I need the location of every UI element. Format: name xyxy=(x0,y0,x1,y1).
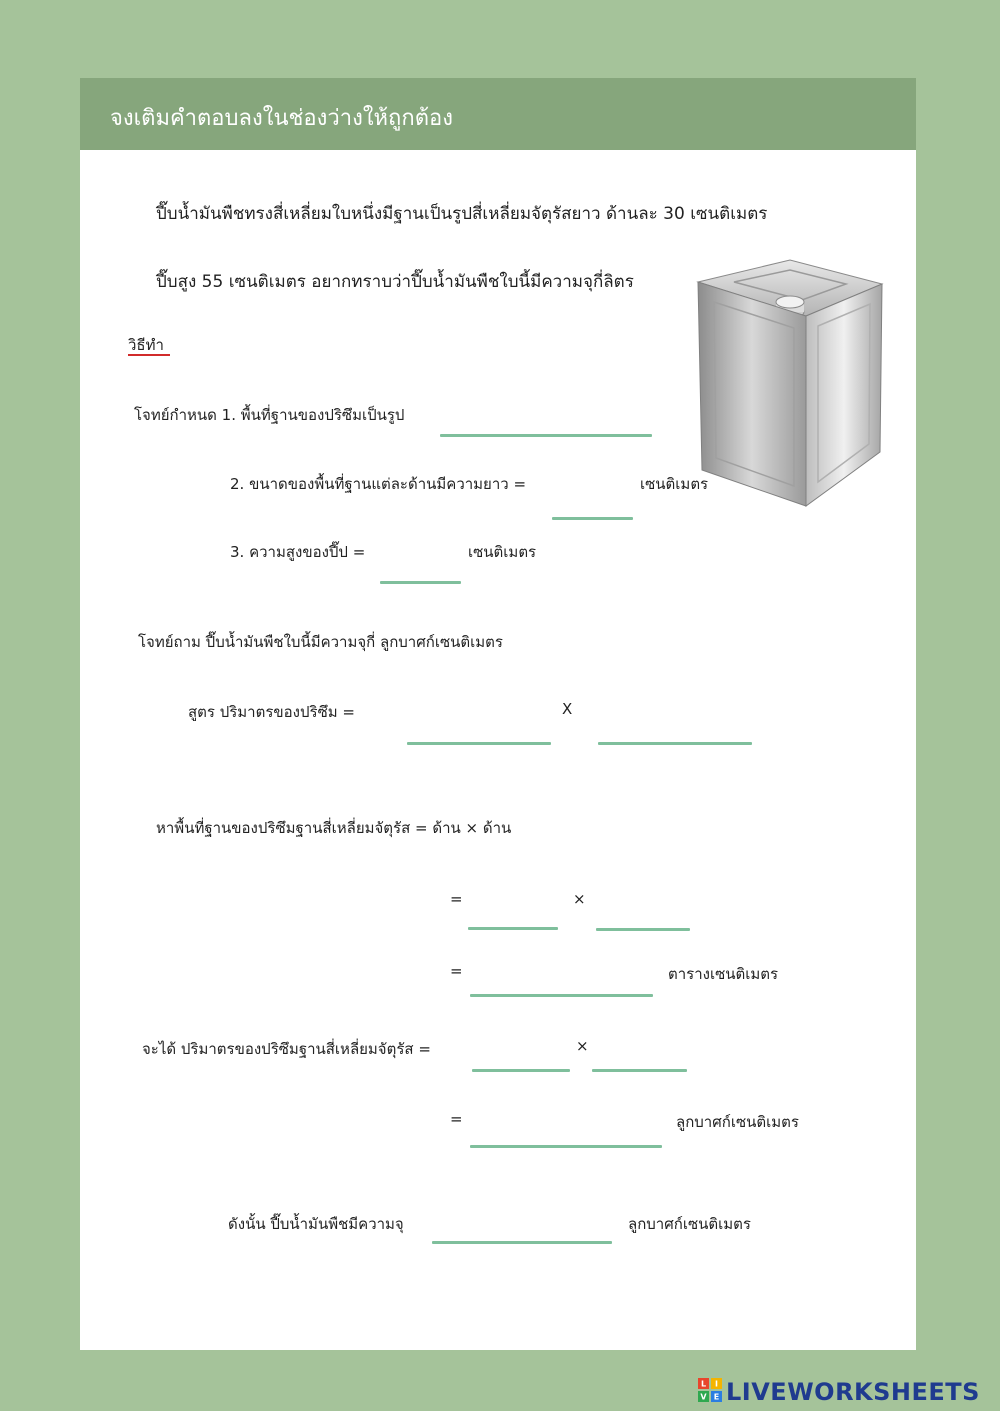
method-label: วิธีทำ xyxy=(128,336,164,354)
base-area-times: × xyxy=(573,890,586,908)
answer-blank-volume-height[interactable] xyxy=(592,1069,687,1072)
answer-blank-formula-1[interactable] xyxy=(407,742,551,745)
answer-blank-formula-2[interactable] xyxy=(598,742,752,745)
answer-blank-volume-result[interactable] xyxy=(470,1145,662,1148)
answer-blank-side-2[interactable] xyxy=(596,928,690,931)
base-area-eq-1: = xyxy=(450,890,463,908)
liveworksheets-logo xyxy=(698,1378,980,1406)
worksheet-title: จงเติมคำตอบลงในช่องว่างให้ถูกต้อง xyxy=(110,106,453,131)
given-item-2: 2. ขนาดของพื้นที่ฐานแต่ละด้านมีความยาว = xyxy=(230,475,527,493)
answer-blank-side-1[interactable] xyxy=(468,927,558,930)
problem-line-1: ปี๊บน้ำมันพืชทรงสี่เหลี่ยมใบหนึ่งมีฐานเป็นรูปสี่เหลี่ยมจัตุรัสยาว ด้านละ 30 เซนติเมตร xyxy=(156,204,768,224)
answer-blank-base-shape[interactable] xyxy=(440,434,652,437)
volume-text: จะได้ ปริมาตรของปริซึมฐานสี่เหลี่ยมจัตุรัส = xyxy=(142,1040,431,1058)
volume-unit: ลูกบาศก์เซนติเมตร xyxy=(676,1113,799,1131)
conclusion-unit: ลูกบาศก์เซนติเมตร xyxy=(628,1215,751,1233)
asked-text: โจทย์ถาม ปี๊บน้ำมันพืชใบนี้มีความจุกี่ ลูกบาศก์เซนติเมตร xyxy=(138,633,503,651)
volume-eq: = xyxy=(450,1110,463,1128)
liveworksheets-logo-text: LIVEWORKSHEETS xyxy=(726,1378,980,1406)
formula-times: X xyxy=(562,700,573,718)
svg-text:I: I xyxy=(715,1379,718,1389)
problem-line-2: ปี๊บสูง 55 เซนติเมตร อยากทราบว่าปี๊บน้ำมันพืชใบนี้มีความจุกี่ลิตร xyxy=(156,272,634,292)
oil-can-image xyxy=(694,254,886,512)
given-item-2-unit: เซนติเมตร xyxy=(640,475,709,493)
answer-blank-conclusion[interactable] xyxy=(432,1241,612,1244)
conclusion-text: ดังนั้น ปี๊บน้ำมันพืชมีความจุ xyxy=(228,1215,404,1233)
given-item-3: 3. ความสูงของปี๊ป = xyxy=(230,543,366,561)
answer-blank-base-area[interactable] xyxy=(470,994,653,997)
formula-text: สูตร ปริมาตรของปริซึม = xyxy=(188,703,355,721)
volume-times: × xyxy=(576,1037,589,1055)
svg-text:E: E xyxy=(713,1392,720,1402)
base-area-text: หาพื้นที่ฐานของปริซึมฐานสี่เหลี่ยมจัตุรัส = ด้าน × ด้าน xyxy=(156,819,512,837)
answer-blank-height[interactable] xyxy=(380,581,461,584)
liveworksheets-logo-icon xyxy=(698,1378,722,1406)
base-area-unit: ตารางเซนติเมตร xyxy=(668,965,779,983)
given-item-1: โจทย์กำหนด 1. พื้นที่ฐานของปริซึมเป็นรูป xyxy=(134,406,405,424)
answer-blank-base-side[interactable] xyxy=(552,517,633,520)
given-item-3-unit: เซนติเมตร xyxy=(468,543,537,561)
svg-text:L: L xyxy=(700,1379,707,1389)
svg-text:V: V xyxy=(700,1392,707,1402)
method-underline xyxy=(128,354,170,356)
base-area-eq-2: = xyxy=(450,962,463,980)
answer-blank-volume-base[interactable] xyxy=(472,1069,570,1072)
